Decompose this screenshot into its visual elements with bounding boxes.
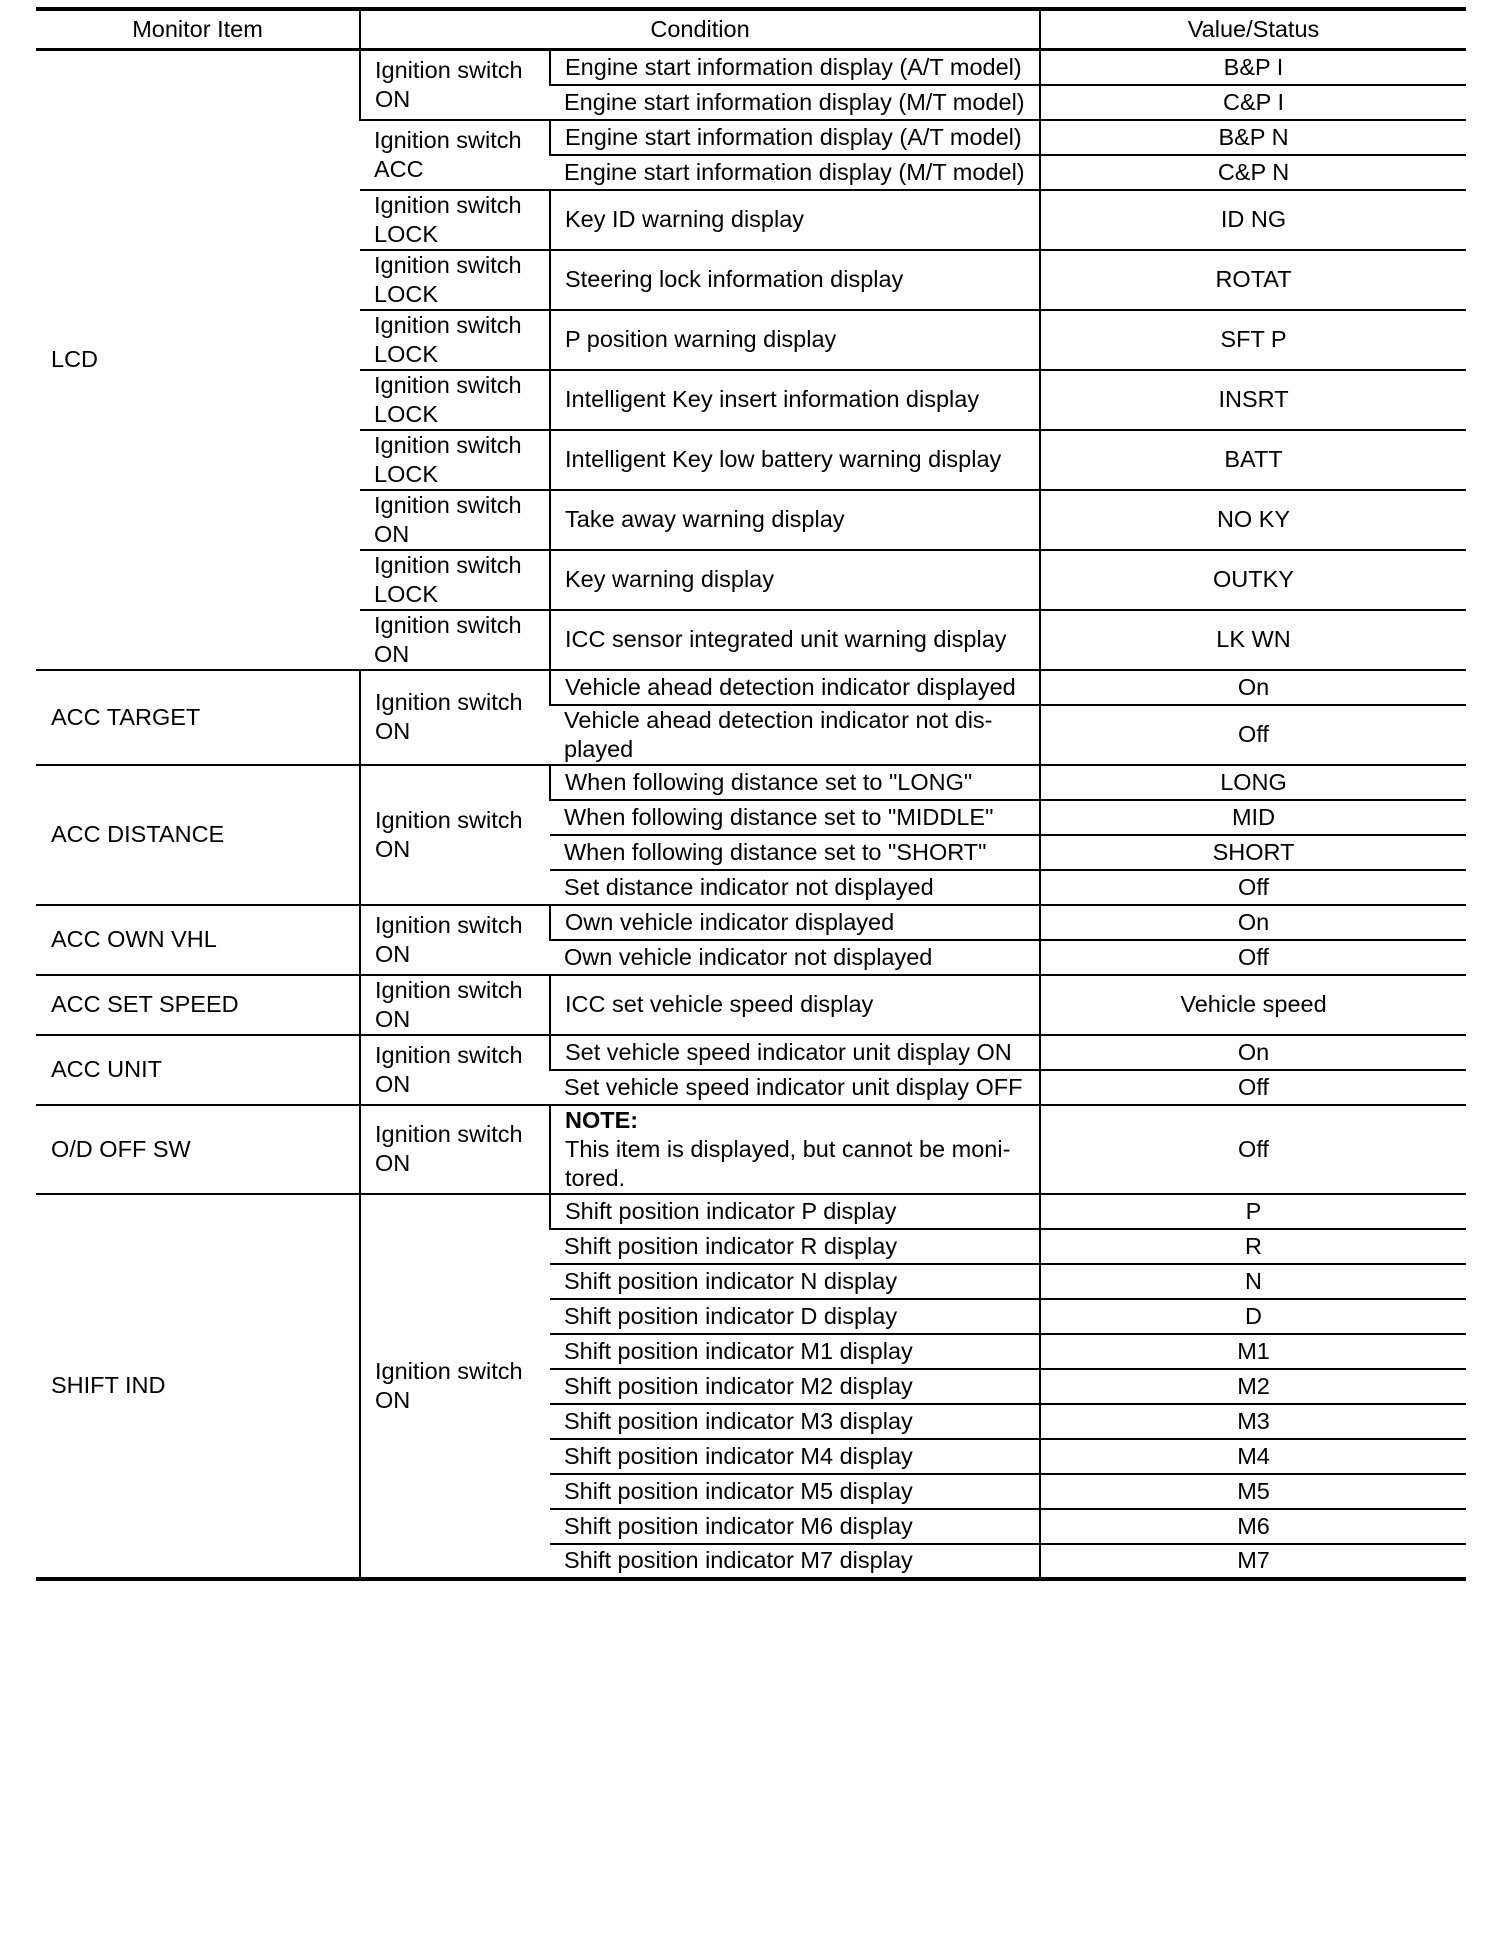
ignition-switch-label: Ignition switch [374, 491, 522, 518]
ignition-switch-cell [360, 610, 550, 670]
table-row [36, 765, 1466, 800]
ignition-switch-cell [360, 190, 550, 250]
condition-cell: When following distance set to "MIDDLE" [550, 800, 1040, 835]
condition-cell: Steering lock information display [550, 250, 1040, 310]
condition-cell: Set distance indicator not displayed [550, 870, 1040, 905]
header-value-status: Value/Status [1040, 9, 1466, 50]
condition-cell: Shift position indicator M4 display [550, 1439, 1040, 1474]
table-row [36, 1035, 1466, 1070]
monitor-item-cell: LCD [36, 50, 360, 670]
condition-cell: Shift position indicator M1 display [550, 1334, 1040, 1369]
condition-cell: Shift position indicator M6 display [550, 1509, 1040, 1544]
value-status-cell: MID [1040, 800, 1466, 835]
table-row [36, 975, 1466, 1035]
condition-cell: Engine start information display (M/T model) [550, 155, 1040, 190]
table-row [36, 905, 1466, 940]
value-status-cell: C&P N [1040, 155, 1466, 190]
ignition-switch-cell [360, 310, 550, 370]
condition-cell: Engine start information display (M/T model) [550, 85, 1040, 120]
value-status-cell: C&P I [1040, 85, 1466, 120]
condition-cell: P position warning display [550, 310, 1040, 370]
condition-cell: Own vehicle indicator not displayed [550, 940, 1040, 975]
condition-cell: Shift position indicator M3 display [550, 1404, 1040, 1439]
value-status-cell: Off [1040, 1070, 1466, 1105]
ignition-switch-cell [360, 120, 550, 190]
condition-cell: Engine start information display (A/T model) [550, 120, 1040, 155]
condition-cell: Shift position indicator P display [550, 1194, 1040, 1229]
ignition-switch-state: LOCK [374, 340, 438, 367]
value-status-cell: N [1040, 1264, 1466, 1299]
condition-cell: ICC set vehicle speed display [550, 975, 1040, 1035]
ignition-switch-cell [360, 670, 550, 765]
condition-cell: Shift position indicator M7 display [550, 1544, 1040, 1579]
ignition-switch-cell [360, 1035, 550, 1105]
header-condition: Condition [360, 9, 1040, 50]
condition-cell: When following distance set to "SHORT" [550, 835, 1040, 870]
ignition-switch-state: ON [374, 520, 410, 547]
value-status-cell: NO KY [1040, 490, 1466, 550]
condition-cell: When following distance set to "LONG" [550, 765, 1040, 800]
ignition-switch-state: ON [375, 718, 411, 744]
ignition-switch-cell [360, 905, 550, 975]
ignition-switch-cell [360, 765, 550, 905]
table-row [36, 1105, 1466, 1194]
monitor-item-cell: ACC TARGET [36, 670, 360, 765]
ignition-switch-label: Ignition switch [375, 689, 523, 715]
value-status-cell: Off [1040, 705, 1466, 765]
condition-cell: Shift position indicator N display [550, 1264, 1040, 1299]
ignition-switch-cell [360, 250, 550, 310]
monitor-item-cell: ACC OWN VHL [36, 905, 360, 975]
value-status-cell: INSRT [1040, 370, 1466, 430]
ignition-switch-label: Ignition switch [374, 551, 522, 578]
ignition-switch-state: ON [375, 1150, 411, 1176]
condition-cell: Set vehicle speed indicator unit display ON [550, 1035, 1040, 1070]
value-status-cell: SHORT [1040, 835, 1466, 870]
ignition-switch-cell [360, 430, 550, 490]
value-status-cell: M5 [1040, 1474, 1466, 1509]
monitor-item-cell: ACC DISTANCE [36, 765, 360, 905]
condition-cell: Shift position indicator R display [550, 1229, 1040, 1264]
value-status-cell: On [1040, 670, 1466, 705]
condition-cell: Own vehicle indicator displayed [550, 905, 1040, 940]
ignition-switch-label: Ignition switch [374, 611, 522, 638]
ignition-switch-label: Ignition switch [375, 1041, 523, 1068]
note-text: This item is displayed, but cannot be moni-tored. [565, 1135, 1011, 1191]
condition-cell [550, 1105, 1040, 1194]
value-status-cell: M2 [1040, 1369, 1466, 1404]
condition-cell: Take away warning display [550, 490, 1040, 550]
value-status-cell: BATT [1040, 430, 1466, 490]
condition-cell: Shift position indicator D display [550, 1299, 1040, 1334]
ignition-switch-state: LOCK [374, 220, 438, 247]
monitor-item-cell: O/D OFF SW [36, 1105, 360, 1194]
ignition-switch-state: LOCK [374, 400, 438, 427]
table-body [36, 50, 1466, 1579]
value-status-cell: M6 [1040, 1509, 1466, 1544]
value-status-cell: B&P I [1040, 50, 1466, 85]
ignition-switch-cell [360, 975, 550, 1035]
value-status-cell: B&P N [1040, 120, 1466, 155]
value-status-cell: LONG [1040, 765, 1466, 800]
ignition-switch-state: ON [374, 640, 410, 667]
ignition-switch-label: Ignition switch [374, 431, 522, 458]
ignition-switch-cell [360, 50, 550, 120]
value-status-cell: On [1040, 905, 1466, 940]
value-status-cell: On [1040, 1035, 1466, 1070]
value-status-cell: ID NG [1040, 190, 1466, 250]
ignition-switch-label: Ignition switch [375, 911, 523, 938]
monitor-item-table [36, 7, 1466, 1581]
value-status-cell: LK WN [1040, 610, 1466, 670]
ignition-switch-label: Ignition switch [374, 126, 522, 153]
note-label: NOTE: [565, 1106, 639, 1133]
ignition-switch-label: Ignition switch [374, 251, 522, 278]
value-status-cell: M7 [1040, 1544, 1466, 1579]
condition-cell: Intelligent Key insert information display [550, 370, 1040, 430]
value-status-cell: Off [1040, 940, 1466, 975]
ignition-switch-state: LOCK [374, 280, 438, 307]
condition-cell: Engine start information display (A/T model) [550, 50, 1040, 85]
monitor-item-cell: ACC UNIT [36, 1035, 360, 1105]
value-status-cell: Off [1040, 1105, 1466, 1194]
value-status-cell: R [1040, 1229, 1466, 1264]
value-status-cell: M4 [1040, 1439, 1466, 1474]
condition-cell: Shift position indicator M5 display [550, 1474, 1040, 1509]
ignition-switch-state: ON [375, 940, 411, 967]
condition-cell: Vehicle ahead detection indicator displayed [550, 670, 1040, 705]
condition-cell: Key warning display [550, 550, 1040, 610]
value-status-cell: M1 [1040, 1334, 1466, 1369]
monitor-item-cell: ACC SET SPEED [36, 975, 360, 1035]
ignition-switch-state: LOCK [374, 460, 438, 487]
ignition-switch-cell [360, 490, 550, 550]
table-row [36, 50, 1466, 85]
ignition-switch-cell [360, 550, 550, 610]
value-status-cell: P [1040, 1194, 1466, 1229]
header-monitor-item: Monitor Item [36, 9, 360, 50]
ignition-switch-state: ON [375, 1070, 411, 1097]
ignition-switch-state: ON [375, 85, 411, 112]
value-status-cell: SFT P [1040, 310, 1466, 370]
ignition-switch-state: LOCK [374, 580, 438, 607]
ignition-switch-state: ON [375, 1005, 411, 1032]
condition-cell: Key ID warning display [550, 190, 1040, 250]
value-status-cell: D [1040, 1299, 1466, 1334]
header-row [36, 9, 1466, 50]
ignition-switch-label: Ignition switch [375, 1357, 523, 1384]
ignition-switch-cell [360, 1105, 550, 1194]
ignition-switch-label: Ignition switch [375, 1121, 523, 1147]
value-status-cell: Off [1040, 870, 1466, 905]
condition-cell: Vehicle ahead detection indicator not dis-played [550, 705, 1040, 765]
value-status-cell: M3 [1040, 1404, 1466, 1439]
table-row [36, 1194, 1466, 1229]
ignition-switch-label: Ignition switch [375, 56, 523, 83]
value-status-cell: ROTAT [1040, 250, 1466, 310]
ignition-switch-state: ACC [374, 155, 424, 182]
condition-cell: Set vehicle speed indicator unit display OFF [550, 1070, 1040, 1105]
ignition-switch-label: Ignition switch [375, 806, 523, 833]
ignition-switch-label: Ignition switch [374, 371, 522, 398]
condition-cell: Intelligent Key low battery warning display [550, 430, 1040, 490]
ignition-switch-state: ON [375, 835, 411, 862]
ignition-switch-state: ON [375, 1386, 411, 1413]
table-row [36, 670, 1466, 705]
value-status-cell: OUTKY [1040, 550, 1466, 610]
ignition-switch-label: Ignition switch [374, 311, 522, 338]
ignition-switch-label: Ignition switch [375, 976, 523, 1003]
value-status-cell: Vehicle speed [1040, 975, 1466, 1035]
monitor-item-cell: SHIFT IND [36, 1194, 360, 1579]
condition-cell: Shift position indicator M2 display [550, 1369, 1040, 1404]
ignition-switch-label: Ignition switch [374, 191, 522, 218]
ignition-switch-cell [360, 370, 550, 430]
condition-cell: ICC sensor integrated unit warning display [550, 610, 1040, 670]
table-header [36, 9, 1466, 50]
ignition-switch-cell [360, 1194, 550, 1579]
